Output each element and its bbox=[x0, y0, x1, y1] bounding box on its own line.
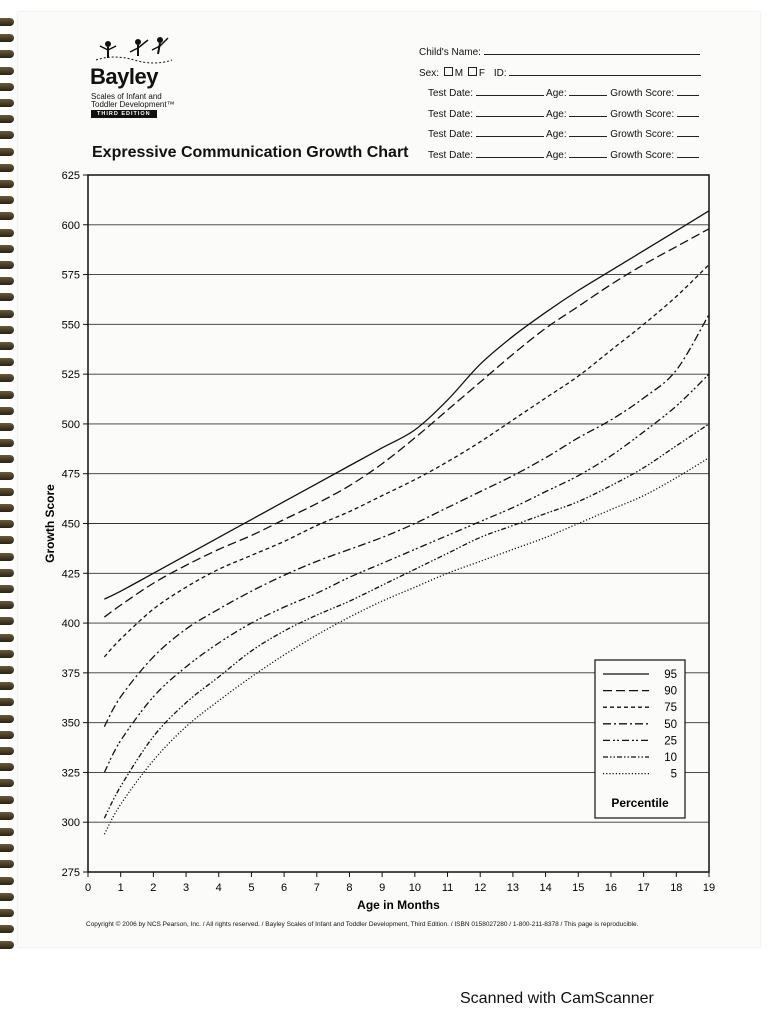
y-tick-label-625: 625 bbox=[61, 170, 80, 182]
child-name-label: Child's Name: bbox=[419, 47, 481, 58]
x-tick-label-11: 11 bbox=[441, 882, 454, 894]
y-tick-label-375: 375 bbox=[61, 667, 80, 680]
y-tick-label-400: 400 bbox=[61, 618, 80, 631]
y-tick-label-525: 525 bbox=[61, 369, 80, 382]
age-label: Age: bbox=[546, 129, 567, 140]
x-tick-label-12: 12 bbox=[474, 882, 487, 894]
x-tick-label-5: 5 bbox=[248, 882, 255, 894]
legend-title: Percentile bbox=[611, 796, 669, 810]
growth-score-label: Growth Score: bbox=[610, 88, 675, 99]
logo-subtitle-line2: Toddler Development™ bbox=[91, 100, 175, 109]
legend-label-p75: 75 bbox=[664, 702, 677, 715]
age-label: Age: bbox=[546, 150, 567, 161]
y-tick-label-500: 500 bbox=[61, 418, 80, 431]
y-tick-label-600: 600 bbox=[61, 219, 80, 232]
logo-brand: Bayley bbox=[90, 64, 158, 89]
y-tick-label-350: 350 bbox=[61, 717, 80, 730]
x-tick-label-18: 18 bbox=[670, 882, 683, 894]
legend-label-p90: 90 bbox=[664, 685, 677, 698]
y-tick-label-450: 450 bbox=[61, 518, 80, 531]
legend-label-p95: 95 bbox=[664, 669, 677, 681]
x-tick-label-6: 6 bbox=[281, 882, 288, 894]
x-tick-label-2: 2 bbox=[150, 882, 157, 894]
series-line-p95 bbox=[104, 211, 709, 599]
y-tick-label-550: 550 bbox=[61, 319, 80, 332]
y-axis-label: Growth Score bbox=[43, 484, 57, 563]
series-line-p75 bbox=[104, 265, 709, 657]
chart-title: Expressive Communication Growth Chart bbox=[92, 144, 409, 161]
x-tick-label-17: 17 bbox=[637, 882, 650, 894]
age-label: Age: bbox=[546, 109, 567, 120]
x-tick-label-1: 1 bbox=[117, 882, 124, 894]
logo-edition: THIRD EDITION bbox=[91, 110, 157, 118]
test-date-label: Test Date: bbox=[428, 109, 474, 120]
logo-subtitle-line1: Scales of Infant and bbox=[91, 92, 162, 101]
female-label: F bbox=[478, 68, 486, 79]
legend-label-p25: 25 bbox=[664, 735, 677, 748]
camscanner-watermark: Scanned with CamScanner bbox=[460, 990, 654, 1007]
x-tick-label-9: 9 bbox=[379, 882, 386, 894]
growth-score-label: Growth Score: bbox=[610, 109, 675, 120]
x-tick-label-14: 14 bbox=[539, 882, 552, 894]
legend-label-p5: 5 bbox=[670, 768, 677, 781]
growth-score-label: Growth Score: bbox=[610, 150, 675, 161]
age-label: Age: bbox=[546, 88, 567, 99]
x-axis-label: Age in Months bbox=[357, 898, 440, 912]
test-date-label: Test Date: bbox=[428, 88, 474, 99]
id-label: ID: bbox=[493, 68, 507, 79]
x-tick-label-7: 7 bbox=[313, 882, 320, 894]
x-tick-label-0: 0 bbox=[84, 882, 92, 894]
x-tick-label-8: 8 bbox=[346, 882, 353, 894]
y-tick-label-475: 475 bbox=[61, 468, 80, 481]
x-tick-label-10: 10 bbox=[408, 882, 421, 894]
x-tick-label-16: 16 bbox=[604, 882, 618, 894]
legend-label-p50: 50 bbox=[664, 718, 677, 731]
growth-score-label: Growth Score: bbox=[610, 129, 675, 140]
copyright-footer: Copyright © 2006 by NCS Pearson, Inc. / All rights reserved. / Bayley Scales of Infant and Toddler Development, Third Edition. / ISBN 0158027280 / 1-800-211-8378 / This page is reproducible. bbox=[86, 921, 639, 928]
y-tick-label-275: 275 bbox=[61, 867, 80, 879]
series-line-p90 bbox=[104, 229, 709, 617]
test-date-label: Test Date: bbox=[428, 129, 474, 140]
test-date-label: Test Date: bbox=[428, 150, 474, 161]
y-tick-label-325: 325 bbox=[61, 767, 80, 780]
x-tick-label-3: 3 bbox=[182, 882, 190, 894]
x-tick-label-13: 13 bbox=[506, 882, 520, 894]
y-tick-label-425: 425 bbox=[61, 568, 80, 581]
legend-label-p10: 10 bbox=[664, 752, 677, 764]
x-tick-label-4: 4 bbox=[215, 882, 222, 894]
x-tick-label-19: 19 bbox=[702, 882, 716, 894]
legend bbox=[595, 660, 685, 818]
sex-label: Sex: bbox=[419, 68, 440, 79]
x-tick-label-15: 15 bbox=[572, 882, 585, 894]
y-tick-label-300: 300 bbox=[61, 817, 80, 830]
male-label: M bbox=[454, 68, 464, 79]
y-tick-label-575: 575 bbox=[61, 269, 80, 282]
